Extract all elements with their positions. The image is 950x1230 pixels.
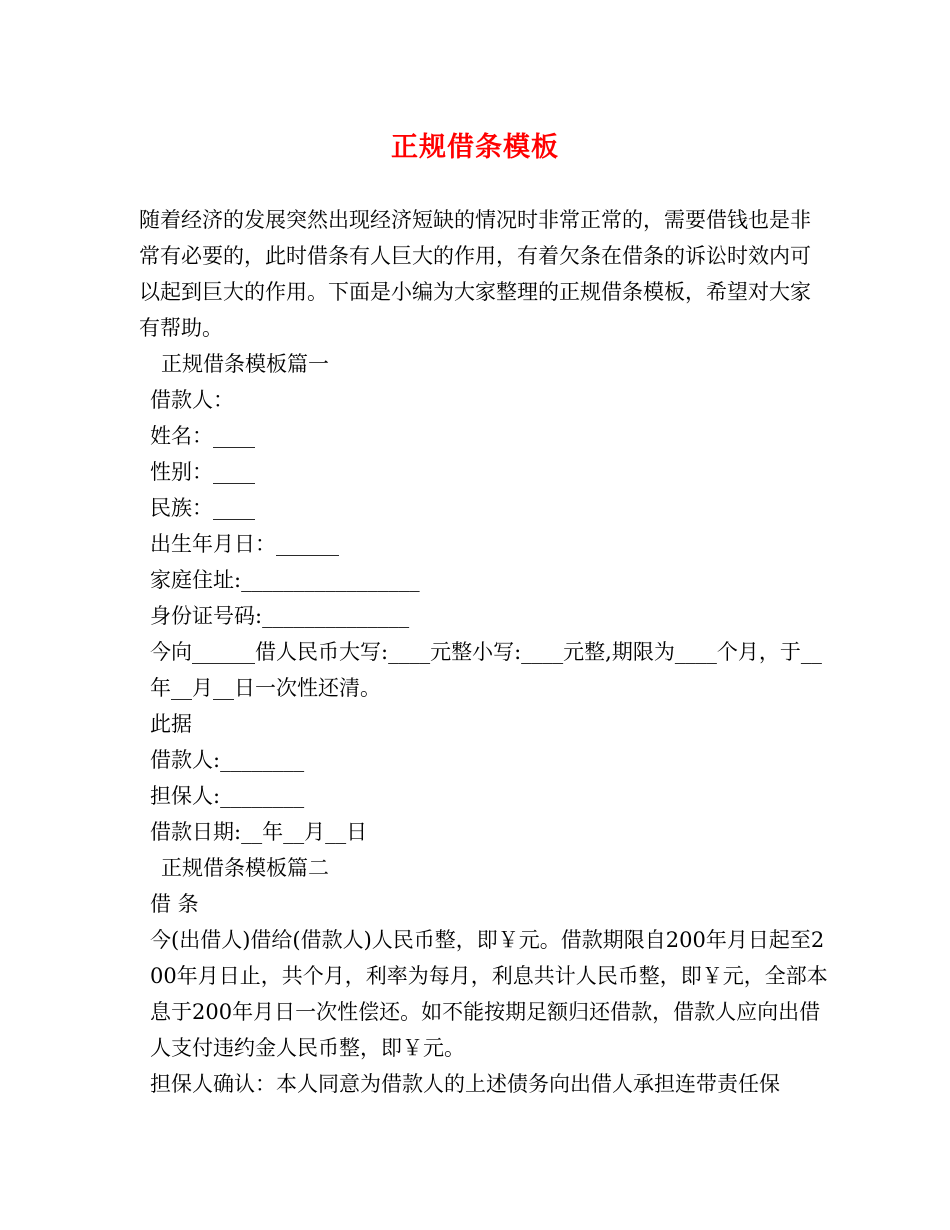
loan-terms-paragraph: 今(出借人)借给(借款人)人民币整，即￥元。借款期限自200年月日起至200年月日止，共个月，利率为每月，利息共计人民币整，即￥元，全部本息于200年月日一次性偿还。如不能按期足额归还借款，借款人应向出借人支付违约金人民币整，即￥元。 (150, 928, 828, 1060)
borrower-label: 借款人： (150, 388, 234, 412)
loan-statement: 今向______借人民币大写:____元整小写:____元整,期限为____个月，于__年__月__日一次性还清。 (150, 640, 822, 700)
loan-date-field: 借款日期:__年__月__日 (150, 820, 368, 844)
borrower-signature: 借款人:________ (150, 748, 305, 772)
evidence-line: 此据 (150, 712, 192, 736)
template1-heading: 正规借条模板篇一 (161, 352, 329, 376)
template2-heading: 正规借条模板篇二 (161, 856, 329, 880)
iou-title: 借 条 (150, 892, 199, 916)
document-title: 正规借条模板 (391, 132, 559, 163)
gender-field: 性别：____ (150, 460, 255, 484)
name-field: 姓名：____ (150, 424, 255, 448)
id-number-field: 身份证号码:______________ (150, 604, 410, 628)
guarantor-signature: 担保人:________ (150, 784, 305, 808)
document-body (139, 202, 829, 1102)
ethnicity-field: 民族：____ (150, 496, 255, 520)
birthdate-field: 出生年月日：______ (150, 532, 339, 556)
address-field: 家庭住址:_________________ (150, 568, 420, 592)
intro-paragraph: 随着经济的发展突然出现经济短缺的情况时非常正常的，需要借钱也是非常有必要的，此时借条有人巨大的作用，有着欠条在借条的诉讼时效内可以起到巨大的作用。下面是小编为大家整理的正规借条模板，希望对大家有帮助。 (139, 208, 811, 340)
guarantor-confirmation: 担保人确认：本人同意为借款人的上述债务向出借人承担连带责任保 (150, 1072, 780, 1096)
